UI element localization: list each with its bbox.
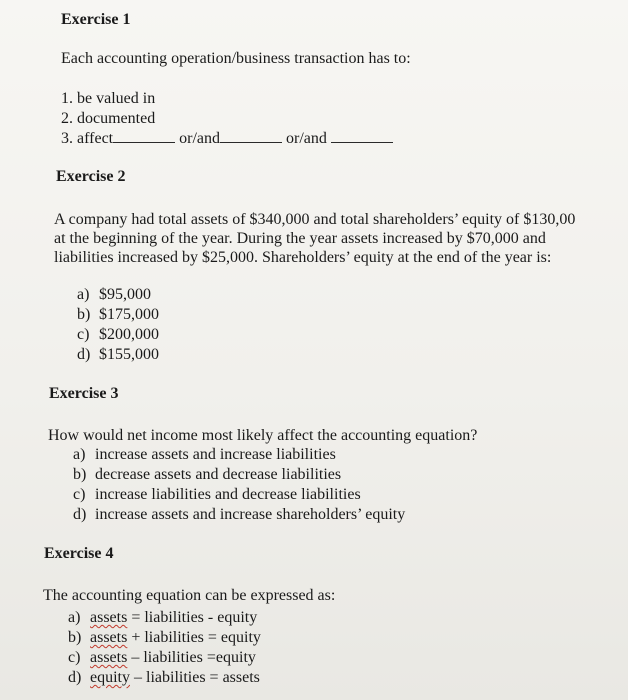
option-item (77, 285, 159, 305)
option-label: d) (68, 669, 82, 686)
exercise-1-item-2: 2. documented (61, 110, 156, 127)
exercise-1-heading: Exercise 1 (61, 11, 131, 28)
option-text: = liabilities - equity (127, 609, 258, 626)
option-label: a) (68, 609, 81, 626)
spellcheck-word: assets (90, 649, 128, 666)
fill-blank-2 (220, 130, 282, 143)
spellcheck-word: equity (90, 669, 130, 686)
spellcheck-word: assets (90, 629, 128, 646)
exercise-1-prompt: Each accounting operation/business transaction has to: (61, 50, 411, 67)
option-text: $95,000 (99, 286, 151, 303)
option-label: d) (73, 506, 87, 523)
option-text: decrease assets and decrease liabilities (95, 466, 342, 483)
option-label: b) (77, 306, 91, 323)
option-label: a) (77, 286, 90, 303)
option-item (77, 345, 159, 365)
option-text: increase assets and increase liabilities (95, 446, 336, 463)
conjunction-2: or/and (286, 130, 327, 147)
option-item (77, 305, 159, 325)
exercise-2-paragraph (54, 210, 575, 267)
exercise-3-options (73, 445, 405, 525)
fill-blank-1 (113, 130, 175, 143)
option-text: $155,000 (99, 346, 159, 363)
option-text: $175,000 (99, 306, 159, 323)
exercise-4-heading: Exercise 4 (44, 545, 114, 562)
paragraph-line: at the beginning of the year. During the year assets increased by $70,000 and (54, 230, 546, 247)
exercise-4-options (68, 608, 261, 688)
option-label: d) (77, 346, 91, 363)
exercise-3-question: How would net income most likely affect the accounting equation? (48, 427, 478, 444)
conjunction-1: or/and (179, 130, 220, 147)
option-item (68, 628, 261, 648)
option-text: – liabilities =equity (127, 649, 256, 666)
option-item (73, 485, 405, 505)
option-item (68, 668, 261, 688)
paragraph-line: A company had total assets of $340,000 and total shareholders’ equity of $130,00 (54, 211, 576, 228)
exercise-2-heading: Exercise 2 (56, 168, 126, 185)
option-item (73, 505, 405, 525)
option-text: increase assets and increase shareholders’ equity (95, 506, 406, 523)
fill-blank-3 (331, 130, 393, 143)
option-text: $200,000 (99, 326, 159, 343)
exercise-3-heading: Exercise 3 (49, 385, 119, 402)
exercise-4-question: The accounting equation can be expressed as: (43, 587, 336, 604)
option-text: increase liabilities and decrease liabilities (95, 486, 361, 503)
paragraph-line: liabilities increased by $25,000. Shareholders’ equity at the end of the year is: (54, 249, 552, 266)
option-label: b) (73, 466, 87, 483)
exercise-2-options (77, 285, 159, 365)
exercise-1-item-3 (61, 130, 393, 148)
option-label: c) (77, 326, 90, 343)
option-label: b) (68, 629, 82, 646)
option-text: + liabilities = equity (127, 629, 261, 646)
spellcheck-word: assets (90, 609, 128, 626)
option-label: c) (68, 649, 81, 666)
option-item (68, 608, 261, 628)
option-label: a) (73, 446, 86, 463)
option-item (73, 445, 405, 465)
exercise-1-item-1: 1. be valued in (61, 90, 156, 107)
item-3-text: 3. affect (61, 130, 114, 147)
option-item (68, 648, 261, 668)
option-text: – liabilities = assets (130, 669, 260, 686)
option-item (77, 325, 159, 345)
option-item (73, 465, 405, 485)
option-label: c) (73, 486, 86, 503)
